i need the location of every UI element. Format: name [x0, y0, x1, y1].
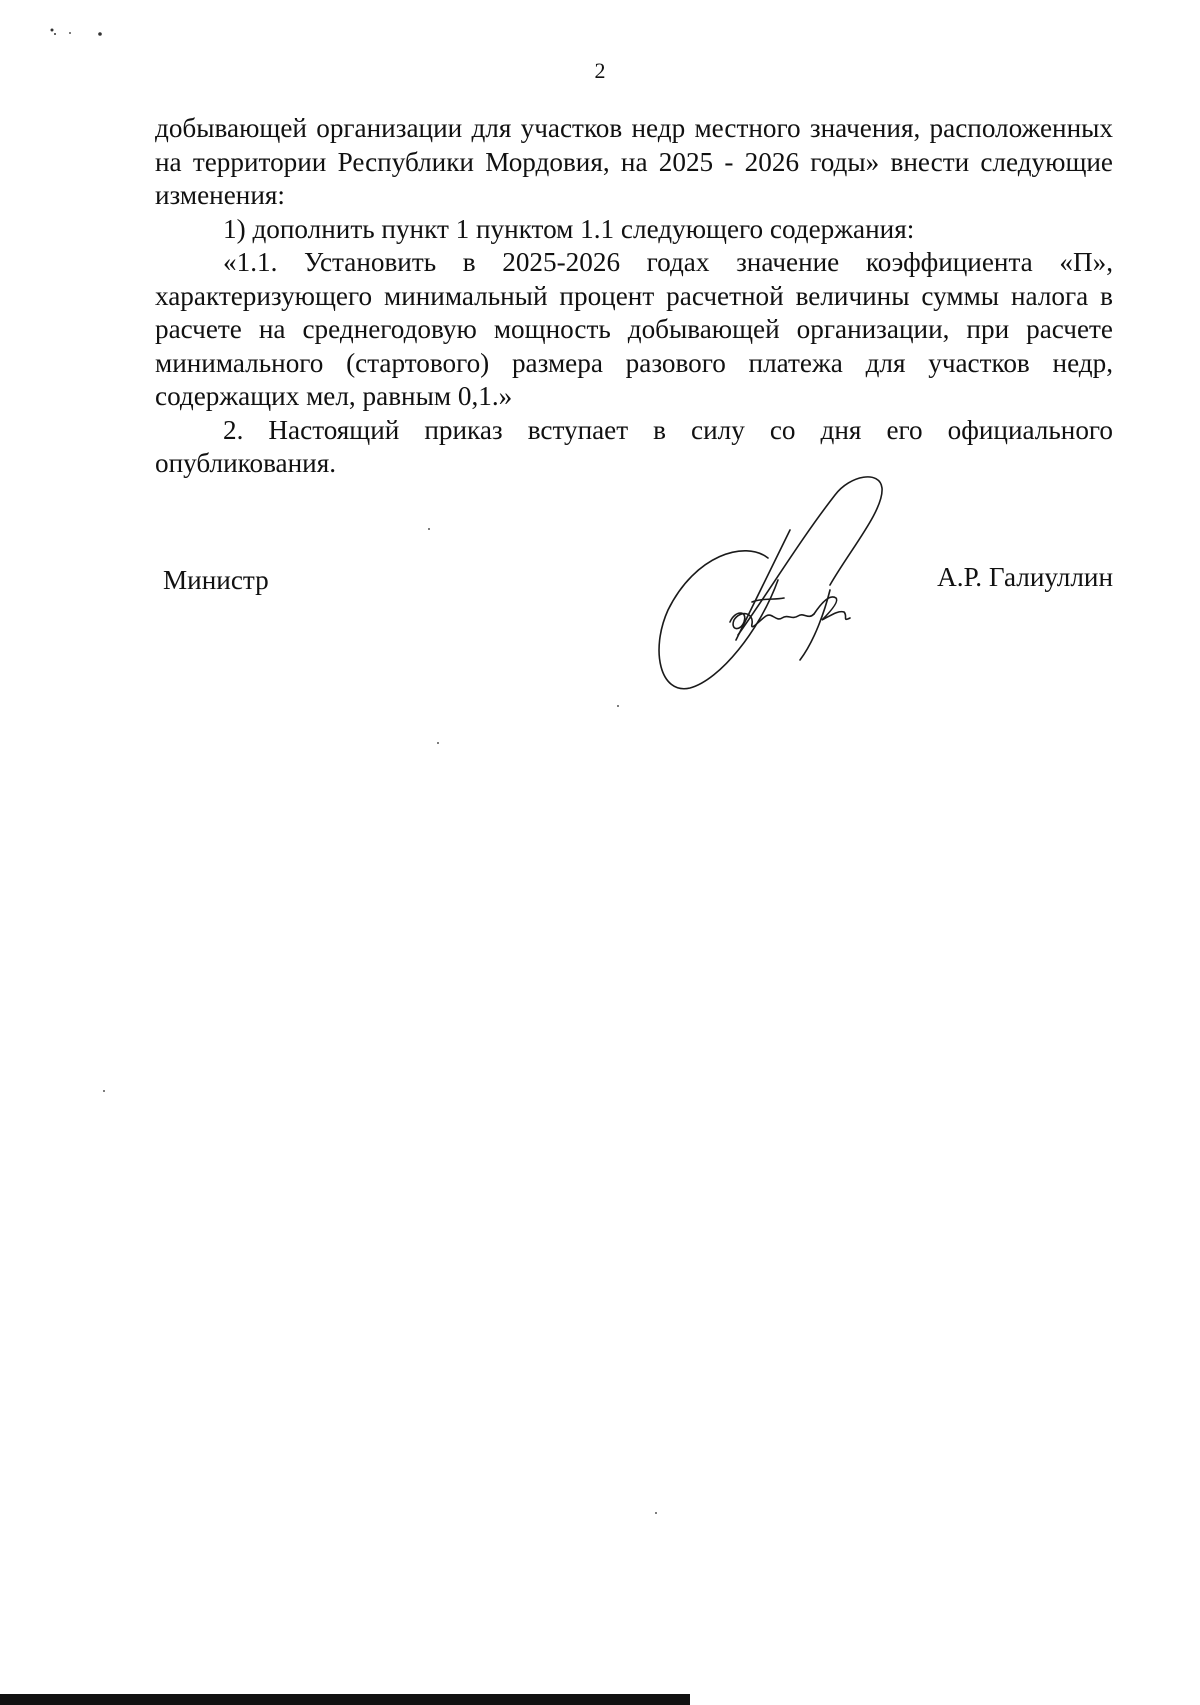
scan-speck [617, 705, 619, 707]
scan-speck [428, 528, 430, 530]
paragraph-amendment-text: «1.1. Установить в 2025-2026 годах значение коэффициента «П», характеризующего минимальный процент расчетной величины суммы налога в расчете на среднегодовую мощность добывающей организации, при расчете минимального (стартового) размера разового платежа для участков недр, содержащих мел, равным 0,1.» [155, 247, 1113, 411]
document-body [155, 112, 1113, 481]
signatory-name: А.Р. Галиуллин [937, 562, 1113, 592]
scan-speck [655, 1512, 657, 1514]
signatory-title: Министр [163, 565, 269, 595]
scan-bottom-edge [0, 1694, 690, 1705]
scan-artifact-icon [48, 22, 118, 42]
paragraph-effective-date: 2. Настоящий приказ вступает в силу со дня его официального опубликования. [155, 414, 1113, 478]
scan-speck [437, 742, 439, 744]
paragraph-continuation: добывающей организации для участков недр местного значения, расположенных на территории Республики Мордовия, на 2025 - 2026 годы» внести следующие изменения: [155, 113, 1113, 210]
handwritten-signature-icon [650, 470, 940, 700]
scan-speck [103, 1090, 105, 1092]
paragraph-amendment-item: 1) дополнить пункт 1 пунктом 1.1 следующего содержания: [223, 213, 915, 244]
page-number: 2 [594, 58, 606, 83]
